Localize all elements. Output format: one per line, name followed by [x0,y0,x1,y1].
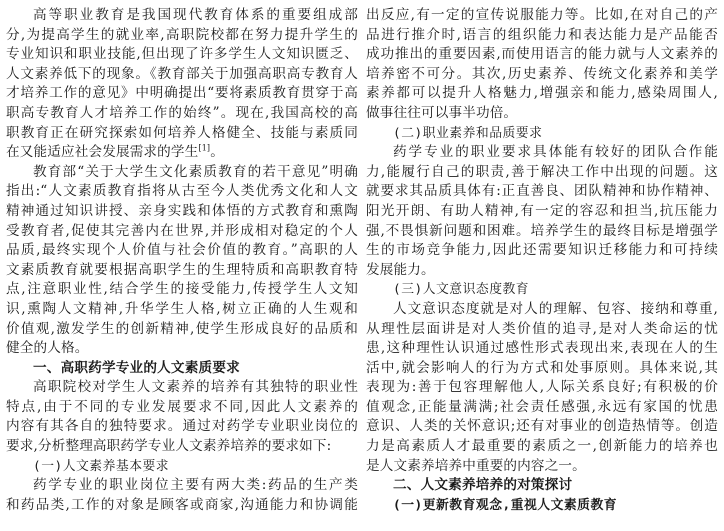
right-column [366,6,718,515]
definition-paragraph [6,163,358,359]
continued-paragraph [366,6,718,124]
text-line: 就要求其品质具体有:正直善良、团队精神和协作精神、 [366,183,718,200]
text-line: 力,能履行自己的职责,善于解决工作中出现的问题。这 [366,163,718,180]
text-line: 点,注意职业性,结合学生的接受能力,传授学生人文知 [6,281,358,298]
text-line: 品质,最终实现个人价值与社会价值的教育。”高职的人 [6,242,358,259]
intro-paragraph [6,6,358,163]
text-line: 人文素养低下的现象。《教育部关于加强高职高专教育人 [6,65,358,82]
subsection-paragraph [366,300,718,476]
text-line: 内容有其各自的独特要求。通过对药学专业职业岗位的 [6,418,358,435]
text-run: 。 [210,144,224,161]
text-line: 生的市场竞争能力,因此还需要知识迁移能力和可持续 [366,242,718,259]
text-run: 在又能适应社会发展需求的学生 [6,144,199,161]
text-line: 受教育者,促使其完善内在世界,并形成相对稳定的个人 [6,222,358,239]
text-line: 是人文素养培养中重要的内容之一。 [366,457,586,474]
text-line: 出反应,有一定的宣传说服能力等。比如,在对自己的产 [366,7,718,23]
text-line: 指出:“人文素质教育指将从古至今人类优秀文化和人文 [6,183,358,200]
section-heading: 二、人文素养培养的对策探讨 [393,477,573,494]
citation-ref: [1] [198,143,211,153]
text-line: 药学专业的职业岗位主要有两大类:药品的生产类 [33,477,358,494]
text-line: 表现为:善于包容理解他人,人际关系良好;有积极的价 [366,379,718,396]
subsection-paragraph [6,476,358,515]
subsection-heading: (一)更新教育观念,重视人文素质教育 [393,497,618,513]
text-line: 强,不畏惧新问题和困难。培养学生的最终目标是增强学 [366,222,718,239]
text-line: 品进行推介时,语言的组织能力和表达能力是产品能否 [366,26,718,43]
subsection-heading: (一)人文素养基本要求 [33,458,170,474]
section-heading: 一、高职药学专业的人文素质要求 [33,359,240,376]
text-line: 素养都可以提升人格魅力,增强亲和能力,感染周围人, [366,85,718,102]
subsection-heading: (二)职业素养和品质要求 [393,125,543,141]
text-line: 从理性层面讲是对人类价值的追寻,是对人类命运的忧 [366,320,718,337]
text-line: 阳光开朗、有助人精神,有一定的容忍和担当,抗压能力 [366,202,718,219]
text-line: 文素质教育就要根据高职学生的生理特质和高职教育特 [6,261,358,278]
text-line: 高职院校对学生人文素养的培养有其独特的职业性 [33,379,358,396]
text-line: 专业知识和职业技能,但出现了许多学生人文知识匮乏、 [6,46,358,63]
text-line [6,143,358,163]
text-line: 成功推出的重要因素,而使用语言的能力就与人文素养的 [366,46,718,63]
text-line: 活中,就会影响人的行为方式和处事原则。具体来说,其 [366,359,718,376]
text-line: 高等职业教育是我国现代教育体系的重要组成部 [33,7,358,23]
text-line: 职高专教育人才培养工作的始终”。现在,我国高校的高 [6,104,358,121]
text-line: 价值观,激发学生的创新精神,使学生形成良好的品质和 [6,320,358,337]
text-line: 培养密不可分。其次,历史素养、传统文化素养和美学 [366,65,718,82]
text-line: 做事往往可以事半功倍。 [366,104,518,121]
text-line: 发展能力。 [366,261,435,278]
text-line: 意识、人类的关怀意识;还有对事业的创造热情等。创造 [366,418,718,435]
text-line: 职教育正在研究探索如何培养人格健全、技能与素质同 [6,124,358,141]
text-line: 特点,由于不同的专业发展要求不同,因此人文素养的 [6,398,358,415]
text-line: 和药品类,工作的对象是顾客或商家,沟通能力和协调能 [6,496,358,513]
text-line: 健全的人格。 [6,340,89,357]
subsection-heading: (三)人文意识态度教育 [393,282,530,298]
text-line: 值观念,正能量满满;社会责任感强,永远有家国的忧患 [366,398,718,415]
text-line: 患,这种理性认识通过感性形式表现出来,表现在人的生 [366,340,718,357]
text-line: 分,为提高学生的就业率,高职院校都在努力提升学生的 [6,26,358,43]
section-paragraph [6,378,358,456]
left-column [6,6,358,515]
text-line: 教育部“关于大学生文化素质教育的若干意见”明确 [33,163,358,180]
subsection-paragraph [366,143,718,280]
text-line: 识,熏陶人文精神,升华学生人格,树立正确的人生观和 [6,300,358,317]
text-line: 要求,分析整理高职药学专业人文素养培养的要求如下: [6,438,332,455]
text-line: 人文意识态度就是对人的理解、包容、接纳和尊重, [393,300,718,317]
text-line: 才培养工作的意见》中明确提出“要将素质教育贯穿于高 [6,85,358,102]
text-line: 药学专业的职业要求具体能有较好的团队合作能 [393,144,718,161]
text-line: 精神通过知识讲授、亲身实践和体悟的方式教育和熏陶 [6,202,358,219]
text-line: 力是高素质人才最重要的素质之一,创新能力的培养也 [366,438,718,455]
